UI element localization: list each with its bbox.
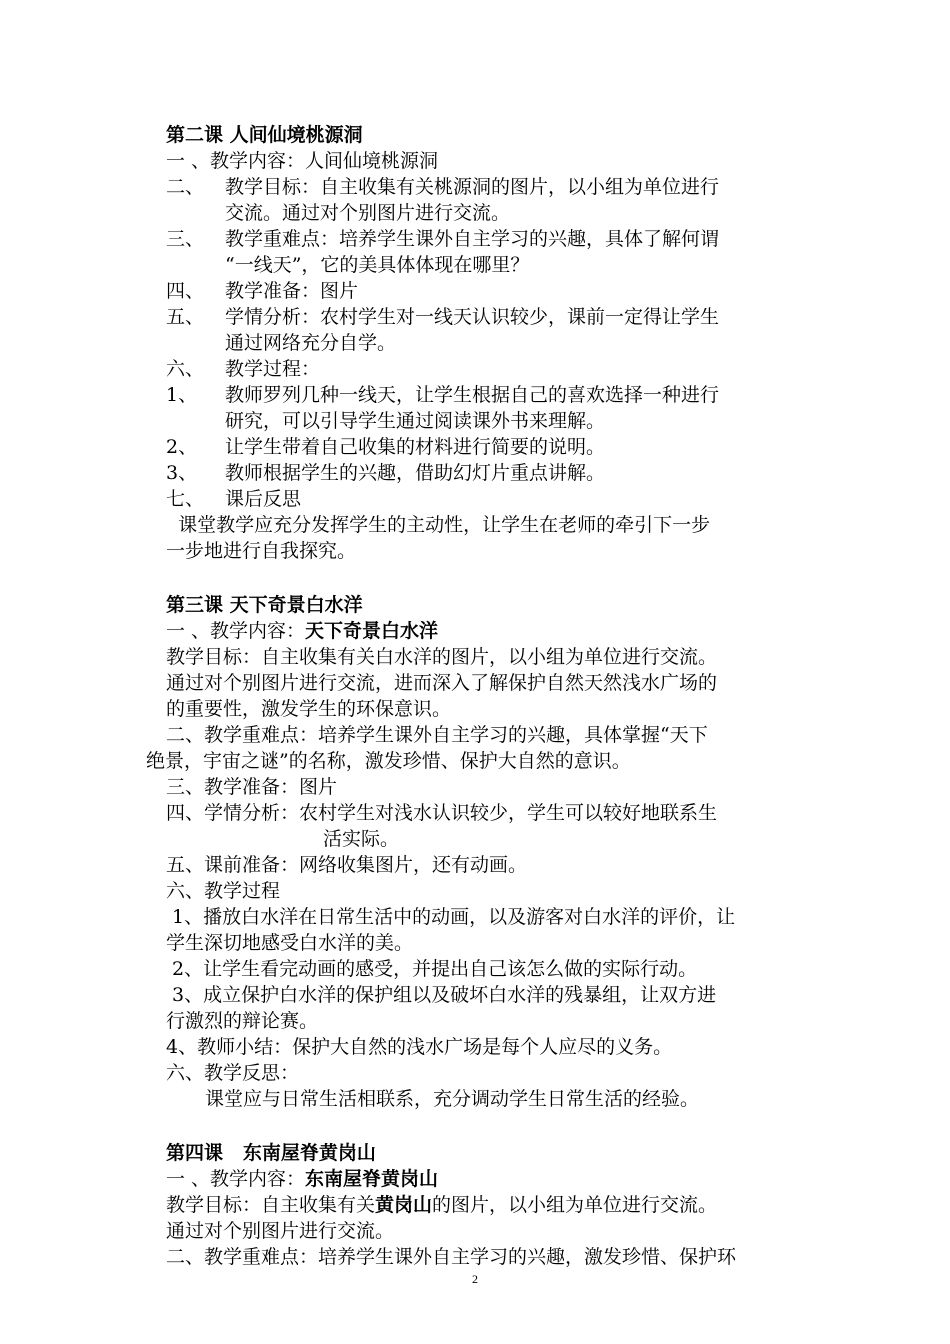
list-marker: 1、 xyxy=(166,384,198,406)
lesson-title: 第二课 人间仙境桃源洞 xyxy=(166,124,363,146)
text-line: 通过网络充分自学。 xyxy=(225,332,397,354)
text-line: 行激烈的辩论赛。 xyxy=(166,1010,319,1032)
text-line: 让学生带着自己收集的材料进行简要的说明。 xyxy=(225,436,606,458)
text-line: 一 、教学内容：人间仙境桃源洞 xyxy=(166,150,439,172)
text-line: 教学目标：自主收集有关桃源洞的图片，以小组为单位进行 xyxy=(225,176,720,198)
label-text: 一 、教学内容： xyxy=(166,1168,306,1190)
text-line: 研究，可以引导学生通过阅读课外书来理解。 xyxy=(225,410,606,432)
bold-text: 天下奇景白水洋 xyxy=(305,620,439,642)
text-line xyxy=(166,1166,438,1192)
text-line: 教师根据学生的兴趣，借助幻灯片重点讲解。 xyxy=(225,462,606,484)
list-marker: 五、 xyxy=(166,306,205,328)
text-line: 学情分析：农村学生对一线天认识较少，课前一定得让学生 xyxy=(225,306,720,328)
list-marker: 二、 xyxy=(166,176,205,198)
text-line: 教学重难点：培养学生课外自主学习的兴趣，具体了解何谓 xyxy=(225,228,720,250)
text-line: 六、教学过程 xyxy=(166,880,281,902)
list-marker: 2、 xyxy=(166,436,198,458)
text-line: 一步地进行自我探究。 xyxy=(166,540,357,562)
lesson-title: 第四课 东南屋脊黄岗山 xyxy=(166,1142,376,1164)
list-marker: 七、 xyxy=(166,488,205,510)
text-line: 4、教师小结：保护大自然的浅水广场是每个人应尽的义务。 xyxy=(166,1036,673,1058)
label-text: 一 、教学内容： xyxy=(166,620,306,642)
list-marker: 六、 xyxy=(166,358,205,380)
text-line: “一线天”，它的美具体体现在哪里？ xyxy=(225,254,530,276)
text-line: 1、播放白水洋在日常生活中的动画，以及游客对白水洋的评价，让 xyxy=(166,906,736,928)
text-line: 六、教学反思： xyxy=(166,1062,300,1084)
text-line: 绝景，宇宙之谜”的名称，激发珍惜、保护大自然的意识。 xyxy=(146,750,631,772)
label-text: 的图片，以小组为单位进行交流。 xyxy=(432,1194,718,1216)
text-line: 通过对个别图片进行交流，进而深入了解保护自然天然浅水广场的 xyxy=(166,672,718,694)
text-line: 3、成立保护白水洋的保护组以及破坏白水洋的残暴组，让双方进 xyxy=(166,984,717,1006)
text-line: 课后反思 xyxy=(225,488,302,510)
label-text: 教学目标：自主收集有关 xyxy=(166,1194,376,1216)
text-line: 三、教学准备：图片 xyxy=(166,776,338,798)
text-line: 二、教学重难点：培养学生课外自主学习的兴趣，激发珍惜、保护环 xyxy=(166,1246,737,1268)
text-line: 通过对个别图片进行交流。 xyxy=(166,1220,395,1242)
text-line: 教学过程： xyxy=(225,358,321,380)
text-line: 教学目标：自主收集有关白水洋的图片，以小组为单位进行交流。 xyxy=(166,646,718,668)
text-line: 二、教学重难点：培养学生课外自主学习的兴趣，具体掌握“天下 xyxy=(166,724,708,746)
text-line: 课堂教学应充分发挥学生的主动性，让学生在老师的牵引下一步 xyxy=(166,514,711,536)
text-line: 课堂应与日常生活相联系，充分调动学生日常生活的经验。 xyxy=(205,1088,700,1110)
list-marker: 3、 xyxy=(166,462,198,484)
bold-text: 黄岗山 xyxy=(375,1194,433,1216)
list-marker: 四、 xyxy=(166,280,205,302)
list-marker: 三、 xyxy=(166,228,205,250)
text-line: 教师罗列几种一线天，让学生根据自己的喜欢选择一种进行 xyxy=(225,384,720,406)
text-line: 教学准备：图片 xyxy=(225,280,359,302)
text-line: 的重要性，激发学生的环保意识。 xyxy=(166,698,452,720)
text-line: 2、让学生看完动画的感受，并提出自己该怎么做的实际行动。 xyxy=(166,958,698,980)
lesson-title: 第三课 天下奇景白水洋 xyxy=(166,594,363,616)
text-line xyxy=(166,618,438,644)
page-number: 2 xyxy=(472,1272,478,1286)
text-line xyxy=(166,1192,717,1218)
text-line: 五、课前准备：网络收集图片，还有动画。 xyxy=(166,854,528,876)
text-line: 学生深切地感受白水洋的美。 xyxy=(166,932,414,954)
text-line: 四、学情分析：农村学生对浅水认识较少，学生可以较好地联系生 xyxy=(166,802,718,824)
text-line: 交流。通过对个别图片进行交流。 xyxy=(225,202,511,224)
bold-text: 东南屋脊黄岗山 xyxy=(305,1168,439,1190)
text-line: 活实际。 xyxy=(323,828,400,850)
